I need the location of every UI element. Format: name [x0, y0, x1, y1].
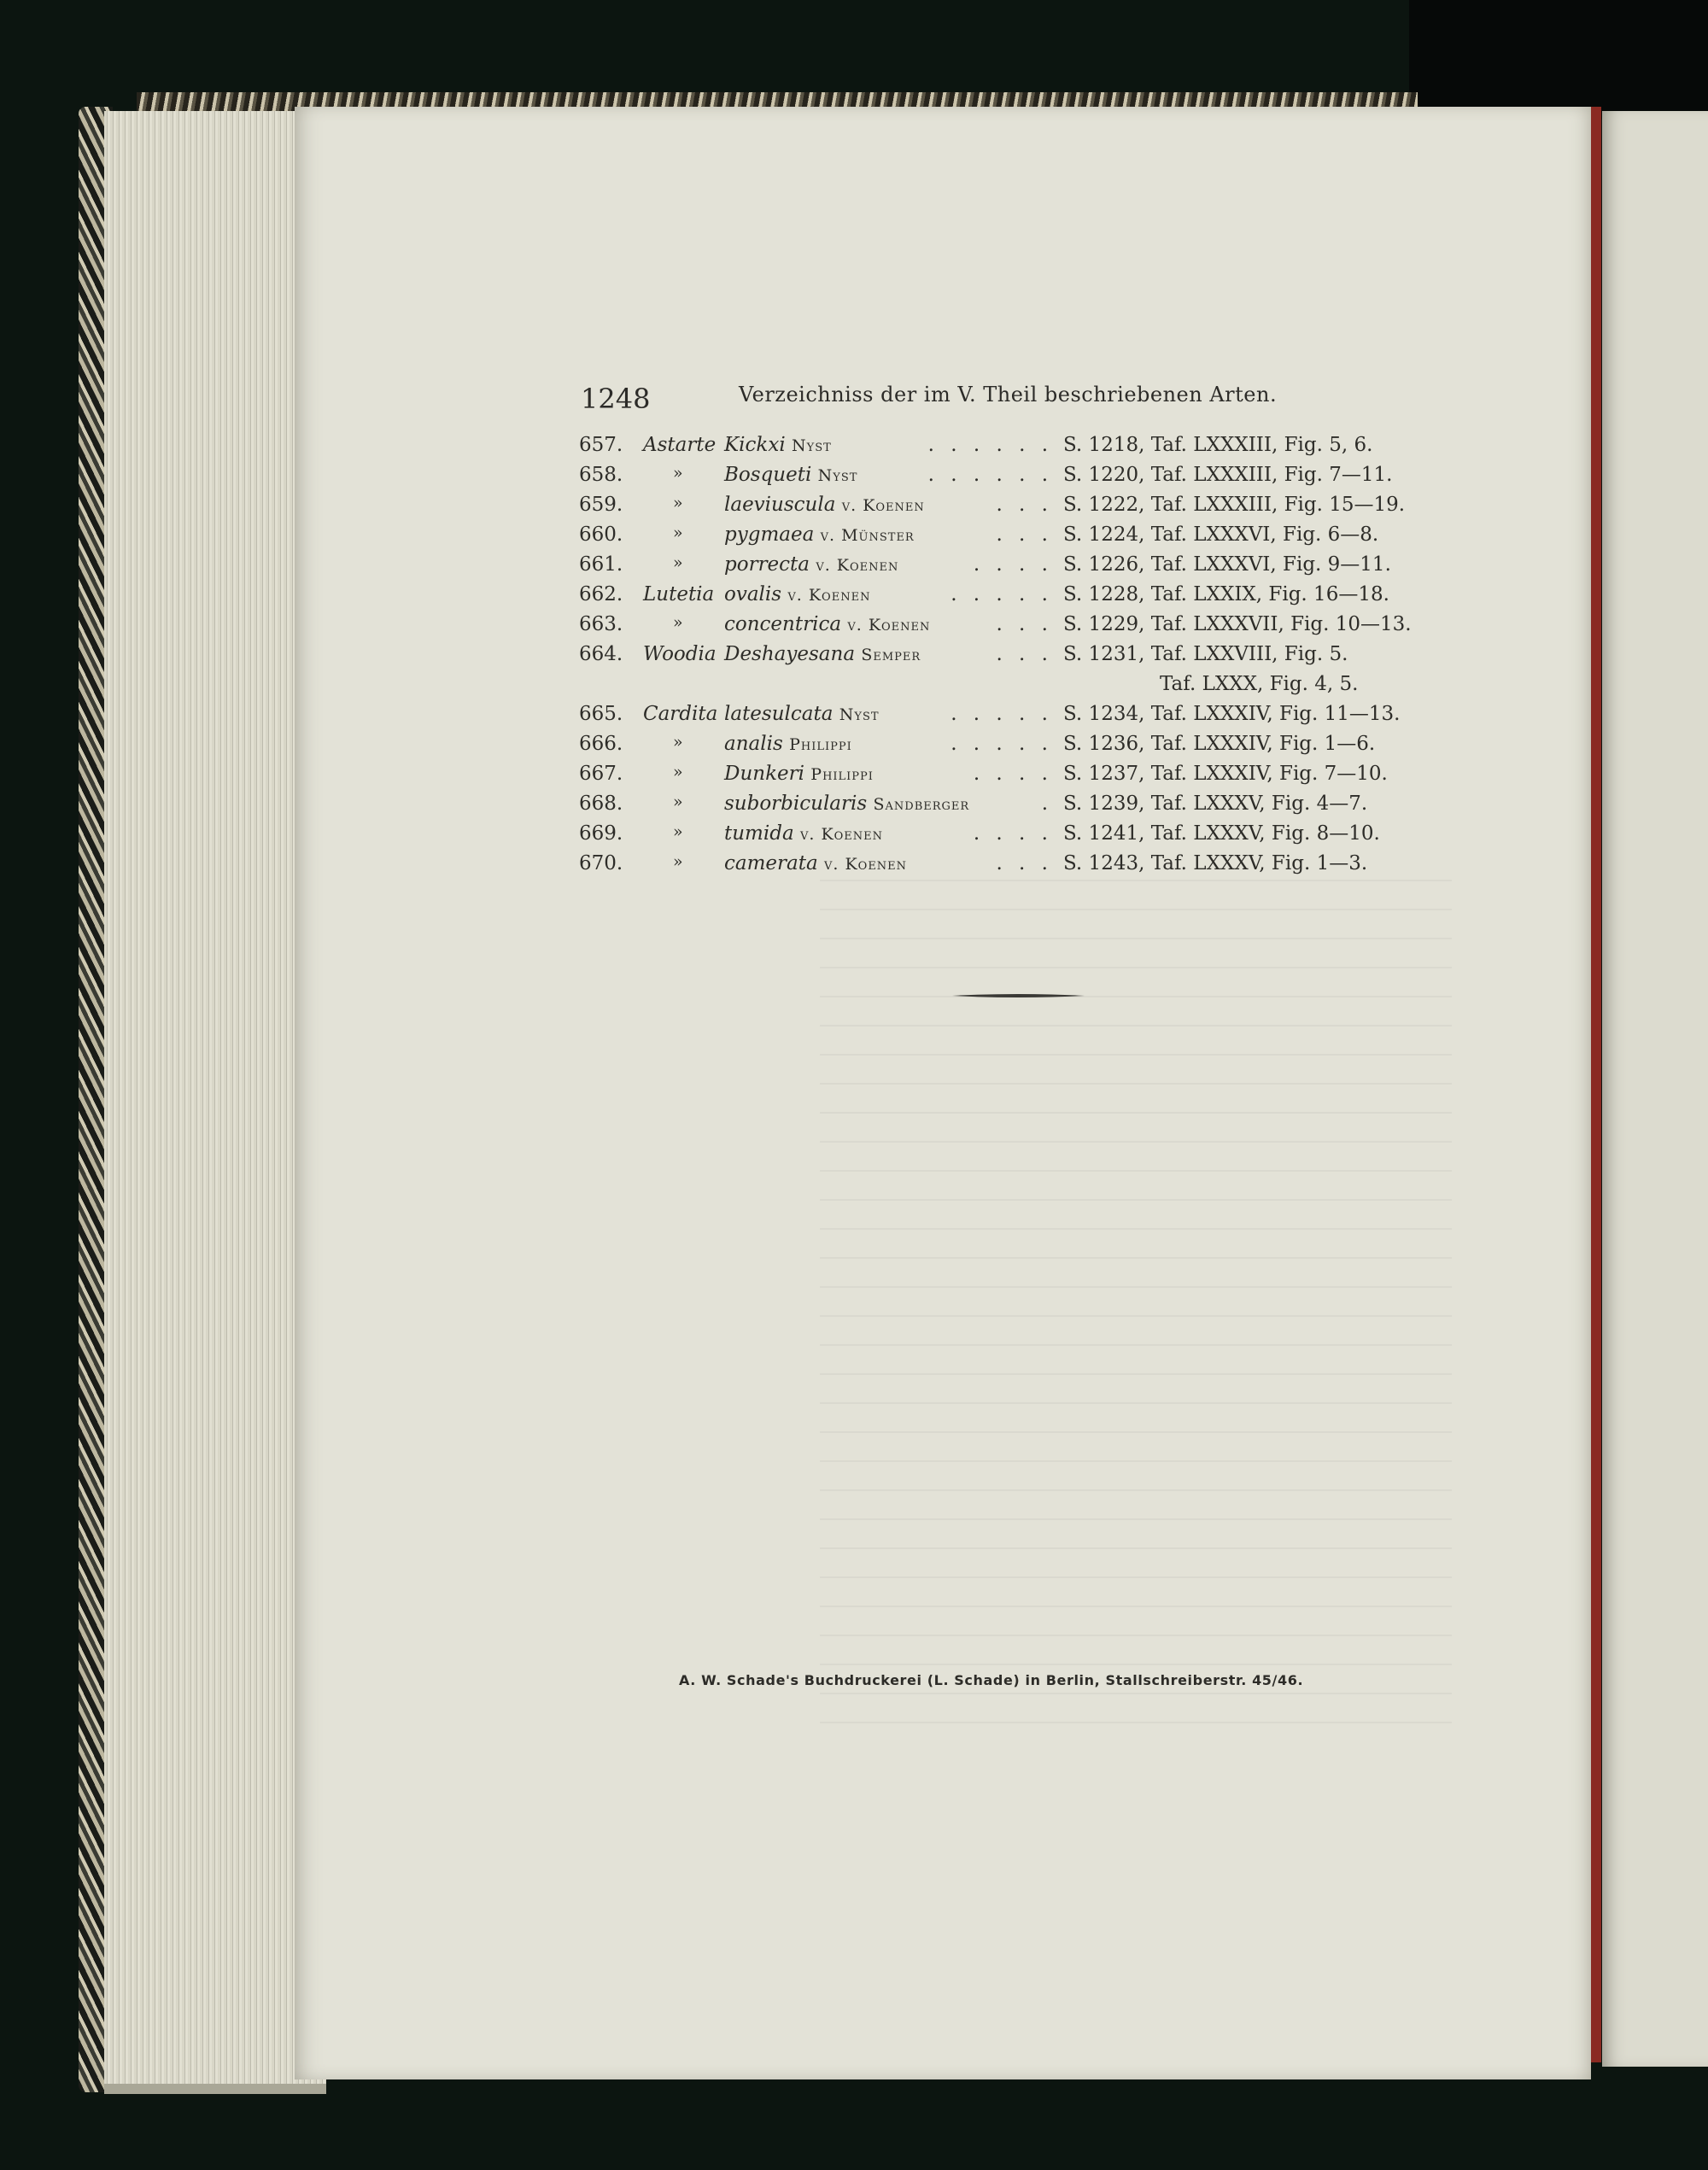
genus-name: Cardita: [643, 703, 718, 725]
facing-page: [1602, 111, 1708, 2067]
entry-number: 669.: [579, 822, 623, 845]
entry-number: 658.: [579, 464, 623, 486]
ditto-mark: »: [673, 494, 683, 512]
list-item: [579, 852, 1454, 882]
species-epithet: camerata: [724, 852, 818, 874]
closing-rule-graphic: [952, 993, 1085, 998]
ditto-mark: »: [673, 763, 683, 781]
entry-number: 665.: [579, 703, 623, 725]
species-epithet: porrecta: [724, 553, 810, 576]
entry-number: 663.: [579, 613, 623, 635]
species-name: [724, 852, 907, 874]
list-item: [579, 583, 1454, 613]
entry-number: 664.: [579, 643, 623, 665]
author-name: Philippi: [789, 735, 852, 754]
species-list: [579, 434, 1454, 882]
page-header: [581, 383, 1290, 420]
page-plate-reference: S. 1234, Taf. LXXXIV, Fig. 11—13.: [1063, 703, 1401, 725]
page-number: 1248: [581, 383, 651, 415]
author-name: v. Koenen: [841, 496, 925, 515]
page-plate-reference: S. 1243, Taf. LXXXV, Fig. 1—3.: [1063, 852, 1368, 874]
species-name: [724, 523, 915, 546]
author-name: v. Münster: [820, 526, 915, 545]
entry-number: 666.: [579, 733, 623, 755]
species-epithet: suborbicularis: [724, 793, 868, 815]
species-name: [724, 464, 857, 486]
species-epithet: concentrica: [724, 613, 842, 635]
page-plate-reference: S. 1231, Taf. LXXVIII, Fig. 5.: [1063, 643, 1348, 665]
closing-rule: [952, 993, 1085, 998]
page-stack-edge: [104, 111, 326, 2084]
page-plate-reference: S. 1226, Taf. LXXXVI, Fig. 9—11.: [1063, 553, 1391, 576]
author-name: v. Koenen: [816, 556, 899, 575]
page-plate-reference: S. 1236, Taf. LXXXIV, Fig. 1—6.: [1063, 733, 1376, 755]
species-epithet: analis: [724, 733, 783, 755]
entry-number: 668.: [579, 793, 623, 815]
species-epithet: Dunkeri: [724, 763, 804, 785]
author-name: v. Koenen: [787, 586, 871, 605]
leader-dots: . . . .: [973, 553, 1053, 576]
ditto-mark: »: [673, 464, 683, 483]
ditto-mark: »: [673, 613, 683, 632]
species-epithet: Deshayesana: [724, 643, 856, 665]
page-plate-reference: S. 1222, Taf. LXXXIII, Fig. 15—19.: [1063, 494, 1406, 516]
ditto-mark: »: [673, 523, 683, 542]
leader-dots: . . . .: [973, 822, 1053, 845]
entry-number: 670.: [579, 852, 623, 874]
page-plate-reference: S. 1224, Taf. LXXXVI, Fig. 6—8.: [1063, 523, 1379, 546]
species-name: [724, 553, 898, 576]
list-item: [579, 703, 1454, 733]
leader-dots: . . .: [996, 852, 1053, 874]
species-name: [724, 643, 921, 665]
entry-number: 657.: [579, 434, 623, 456]
running-title: Verzeichniss der im V. Theil beschriebenen Arten.: [739, 383, 1278, 407]
list-item: [579, 763, 1454, 793]
author-name: Philippi: [810, 765, 874, 784]
species-epithet: laeviuscula: [724, 494, 836, 516]
leader-dots: . . .: [996, 523, 1053, 546]
leader-dots: . . . . .: [951, 733, 1053, 755]
list-item: [579, 733, 1454, 763]
page-plate-reference: S. 1228, Taf. LXXIX, Fig. 16—18.: [1063, 583, 1389, 605]
list-item: [579, 434, 1454, 464]
list-item: [579, 793, 1454, 822]
background-shadow: [1409, 0, 1708, 120]
species-epithet: tumida: [724, 822, 794, 845]
list-item: [579, 553, 1454, 583]
species-name: [724, 703, 880, 725]
leader-dots: . . .: [996, 643, 1053, 665]
author-name: Nyst: [817, 466, 858, 485]
species-epithet: Kickxi: [724, 434, 786, 456]
ditto-mark: »: [673, 852, 683, 871]
page-plate-reference: S. 1241, Taf. LXXXV, Fig. 8—10.: [1063, 822, 1380, 845]
list-item: [579, 523, 1454, 553]
species-name: [724, 822, 883, 845]
author-name: v. Koenen: [847, 616, 931, 635]
ditto-mark: »: [673, 793, 683, 811]
leader-dots: . . .: [996, 613, 1053, 635]
ditto-mark: »: [673, 553, 683, 572]
species-name: [724, 733, 852, 755]
leader-dots: . . .: [996, 494, 1053, 516]
author-name: Nyst: [792, 436, 832, 455]
leader-dots: . . . . . .: [927, 464, 1053, 486]
author-name: v. Koenen: [799, 825, 884, 844]
list-item: [579, 822, 1454, 852]
genus-name: Lutetia: [643, 583, 715, 605]
entry-number: 660.: [579, 523, 623, 546]
species-name: [724, 763, 874, 785]
page-plate-reference: S. 1220, Taf. LXXXIII, Fig. 7—11.: [1063, 464, 1393, 486]
species-epithet: pygmaea: [724, 523, 815, 546]
species-epithet: latesulcata: [724, 703, 834, 725]
species-epithet: ovalis: [724, 583, 782, 605]
species-name: [724, 613, 930, 635]
printer-imprint: A. W. Schade's Buchdruckerei (L. Schade) in Berlin, Stallschreiberstr. 45/46.: [679, 1672, 1304, 1688]
page-plate-reference: S. 1239, Taf. LXXXV, Fig. 4—7.: [1063, 793, 1368, 815]
list-item: [579, 464, 1454, 494]
entry-number: 659.: [579, 494, 623, 516]
author-name: Sandberger: [873, 795, 970, 814]
author-name: Nyst: [839, 705, 880, 724]
show-through-text: [820, 880, 1452, 1734]
leader-dots: . . . . .: [951, 583, 1053, 605]
leader-dots: . . . . .: [951, 703, 1053, 725]
species-name: [724, 434, 832, 456]
entry-number: 661.: [579, 553, 623, 576]
author-name: Semper: [861, 646, 921, 664]
list-item: [579, 643, 1454, 673]
page-plate-reference-continued: Taf. LXXX, Fig. 4, 5.: [1160, 673, 1359, 695]
genus-name: Astarte: [643, 434, 717, 456]
entry-number: 667.: [579, 763, 623, 785]
species-name: [724, 793, 969, 815]
genus-name: Woodia: [643, 643, 717, 665]
ditto-mark: »: [673, 733, 683, 752]
leader-dots: . . . .: [973, 763, 1053, 785]
leader-dots: .: [1041, 793, 1053, 815]
page-plate-reference: S. 1218, Taf. LXXXIII, Fig. 5, 6.: [1063, 434, 1373, 456]
leader-dots: . . . . . .: [927, 434, 1053, 456]
page-plate-reference: S. 1229, Taf. LXXXVII, Fig. 10—13.: [1063, 613, 1412, 635]
page-plate-reference: S. 1237, Taf. LXXXIV, Fig. 7—10.: [1063, 763, 1388, 785]
species-epithet: Bosqueti: [724, 464, 812, 486]
entry-number: 662.: [579, 583, 623, 605]
species-name: [724, 583, 870, 605]
list-item: [579, 613, 1454, 643]
list-item: [579, 494, 1454, 523]
author-name: v. Koenen: [824, 855, 908, 874]
species-name: [724, 494, 925, 516]
list-item-continuation: [579, 673, 1454, 703]
ditto-mark: »: [673, 822, 683, 841]
